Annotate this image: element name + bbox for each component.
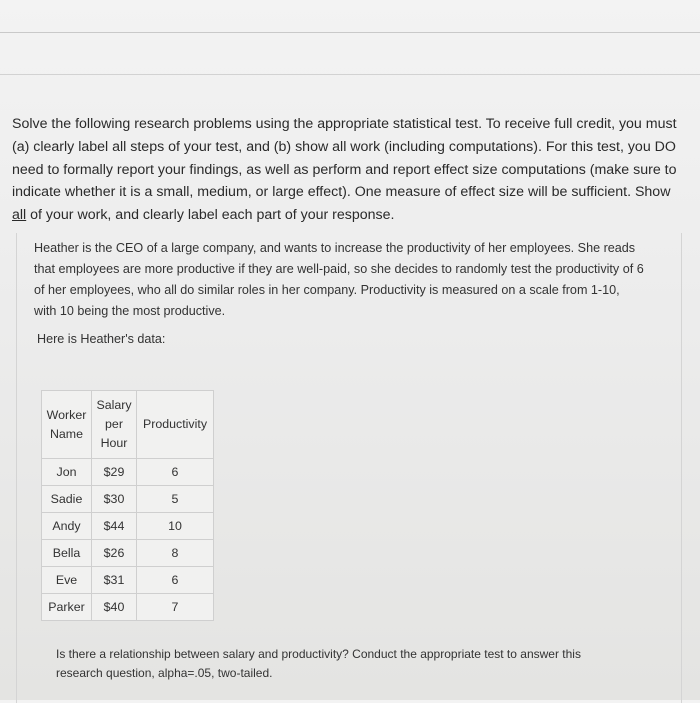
table-row xyxy=(42,567,214,594)
cell-salary: $44 xyxy=(92,513,137,540)
cell-worker: Jon xyxy=(42,459,92,486)
cell-productivity: 5 xyxy=(137,486,214,513)
instructions-emphasis: all xyxy=(12,207,27,224)
cell-productivity: 6 xyxy=(137,567,214,594)
data-lead-in: Here is Heather's data: xyxy=(37,332,166,346)
instructions-text: Solve the following research problems using the appropriate statistical test. To receive full credit, you must (a) clearly label all steps of your test, and (b) show all work (including computations). For this test, you DO need to formally report your findings, as well as perform and report effect size computations (make sure to indicate whether it is a small, medium, or large effect). One measure of effect size will be sufficient. Show xyxy=(12,116,677,201)
cell-salary: $40 xyxy=(92,594,137,621)
header-salary-per-hour: Salary per Hour xyxy=(92,391,137,459)
table-header-row xyxy=(42,391,214,459)
header-productivity: Productivity xyxy=(137,391,214,459)
header-worker-name: Worker Name xyxy=(42,391,92,459)
scenario-paragraph: Heather is the CEO of a large company, and wants to increase the productivity of her employees. She reads that employees are more productive if they are well-paid, so she decides to randomly test the productivity of 6 of her employees, who all do similar roles in her company. Productivity is measured on a scale from 1-10, with 10 being the most productive. xyxy=(34,241,644,318)
cell-salary: $31 xyxy=(92,567,137,594)
instructions-paragraph xyxy=(12,113,680,227)
cell-salary: $30 xyxy=(92,486,137,513)
table-row xyxy=(42,540,214,567)
cell-productivity: 7 xyxy=(137,594,214,621)
cell-productivity: 10 xyxy=(137,513,214,540)
cell-salary: $29 xyxy=(92,459,137,486)
cell-productivity: 8 xyxy=(137,540,214,567)
cell-worker: Eve xyxy=(42,567,92,594)
table-row xyxy=(42,594,214,621)
instructions-text-end: of your work, and clearly label each part of your response. xyxy=(26,207,395,224)
cell-worker: Parker xyxy=(42,594,92,621)
cell-salary: $26 xyxy=(92,540,137,567)
cell-productivity: 6 xyxy=(137,459,214,486)
cell-worker: Sadie xyxy=(42,486,92,513)
section-divider xyxy=(0,74,700,75)
research-question: Is there a relationship between salary and productivity? Conduct the appropriate test to answer this research question, alpha=.05, two-tailed. xyxy=(56,647,581,680)
table-row xyxy=(42,459,214,486)
table-row xyxy=(42,486,214,513)
cell-worker: Bella xyxy=(42,540,92,567)
top-divider xyxy=(0,32,700,33)
table-row xyxy=(42,513,214,540)
cell-worker: Andy xyxy=(42,513,92,540)
data-table xyxy=(41,390,214,621)
